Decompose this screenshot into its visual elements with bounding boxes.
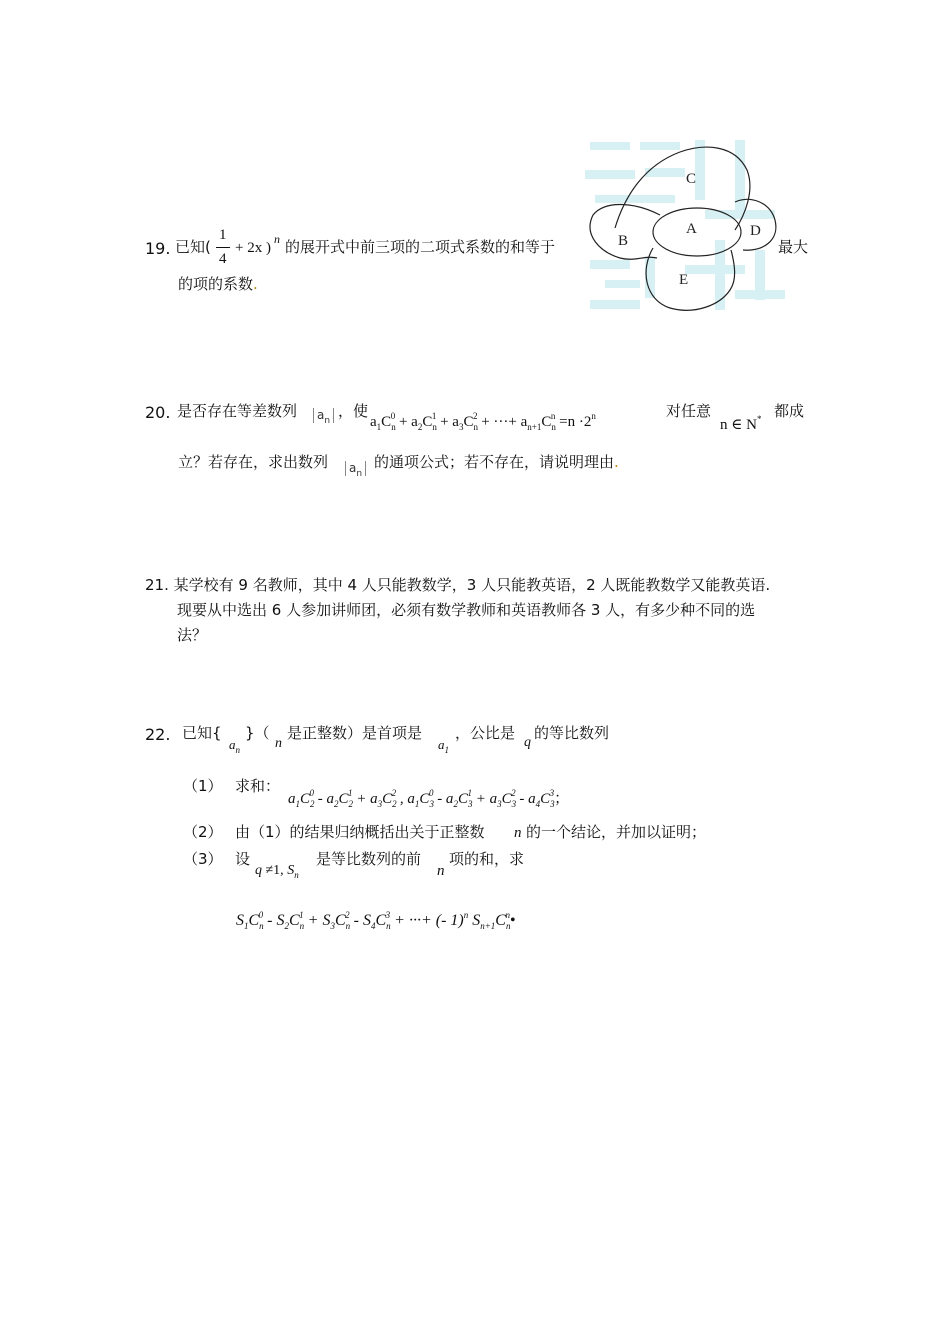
question-text: 已知{ [182,724,222,742]
math-expression: $S_1C_n^0 - S_2C_n^1 + S_3C_n^2 - S_4C_n^3$ + ···+ (- 1)$^n$ $S_{n+1}C_n^n•$ [236,910,516,931]
question-text: 最大 [778,238,809,256]
sequence-symbol: $a_n$ [345,461,366,476]
math-condition: n ∈ N* [720,414,762,433]
sequence-symbol: $a_n$ [313,408,334,423]
question-text: 是否存在等差数列 [177,402,298,420]
region-b [590,204,660,259]
part-label: （3） [183,850,223,868]
question-text: ，使 [338,402,369,420]
label-e: E [679,272,689,288]
question-text: 的通项公式；若不存在，请说明理由. [374,453,619,471]
part-text: 的一个结论，并加以证明； [526,823,707,841]
question-text: 21. 某学校有 9 名教师，其中 4 人只能教数学，3 人只能教英语，2 人既能教数学又能教英语. [145,576,771,594]
part-text: 求和： [235,777,281,795]
math-exponent: n [274,232,280,246]
question-text: 现要从中选出 6 人参加讲师团，必须有数学教师和英语教师各 3 人，有多少种不同的选 [177,601,756,619]
math-sum: $a_1C_2^0 - a_2C_2^1 + a_3C_2^2$ , $a_1C_3^0 - a_2C_3^1 + a_3C_3^2 - a_4C_3^3$； [288,788,570,809]
math-symbol: q [524,735,531,750]
math-condition: q ≠1, $S_n$ [255,863,299,880]
math-symbol: n [437,863,445,879]
part-label: （2） [183,823,223,841]
label-c: C [686,171,697,187]
question-number: 20. [145,403,171,422]
question-text: 的项的系数. [178,275,258,293]
math-symbol: n [275,736,282,751]
math-identity: $a_1C_n^0 + a_2C_n^1 + a_3C_n^2$ + ···+ $a_{n+1}C_n^n =n \cdot 2^n$ [370,411,596,432]
question-text: ，公比是 [455,724,516,742]
question-text: 立？若存在，求出数列 [178,453,329,471]
part-text: 项的和，求 [449,850,525,868]
math-symbol: n [514,825,522,841]
question-text: 对任意 [666,402,712,420]
fraction-denominator: 4 [219,251,227,267]
question-text: 的展开式中前三项的二项式系数的和等于 [285,238,556,256]
question-text: 是正整数）是首项是 [287,724,423,742]
label-d: D [750,223,761,239]
set-diagram [585,140,790,318]
part-text: 是等比数列的前 [316,850,422,868]
label-b: B [618,233,629,249]
question-number: 22. [145,725,171,744]
question-text: 都成 [774,402,805,420]
question-text: 的等比数列 [534,724,610,742]
math-expression: + 2x ) [235,240,271,256]
question-text: 已知( [175,238,211,256]
fraction-numerator: 1 [219,227,227,243]
question-number: 19. [145,239,171,258]
fraction-bar [216,247,230,248]
math-symbol: $a_n$ [229,737,240,755]
part-text: 设 [235,850,251,868]
region-a [653,208,741,256]
question-text: 法？ [177,626,208,644]
math-symbol: $a_1$ [438,737,449,755]
part-text: 由（1）的结果归纳概括出关于正整数 [235,823,485,841]
question-text: }（ [245,724,270,742]
label-a: A [686,221,697,237]
part-label: （1） [183,777,223,795]
